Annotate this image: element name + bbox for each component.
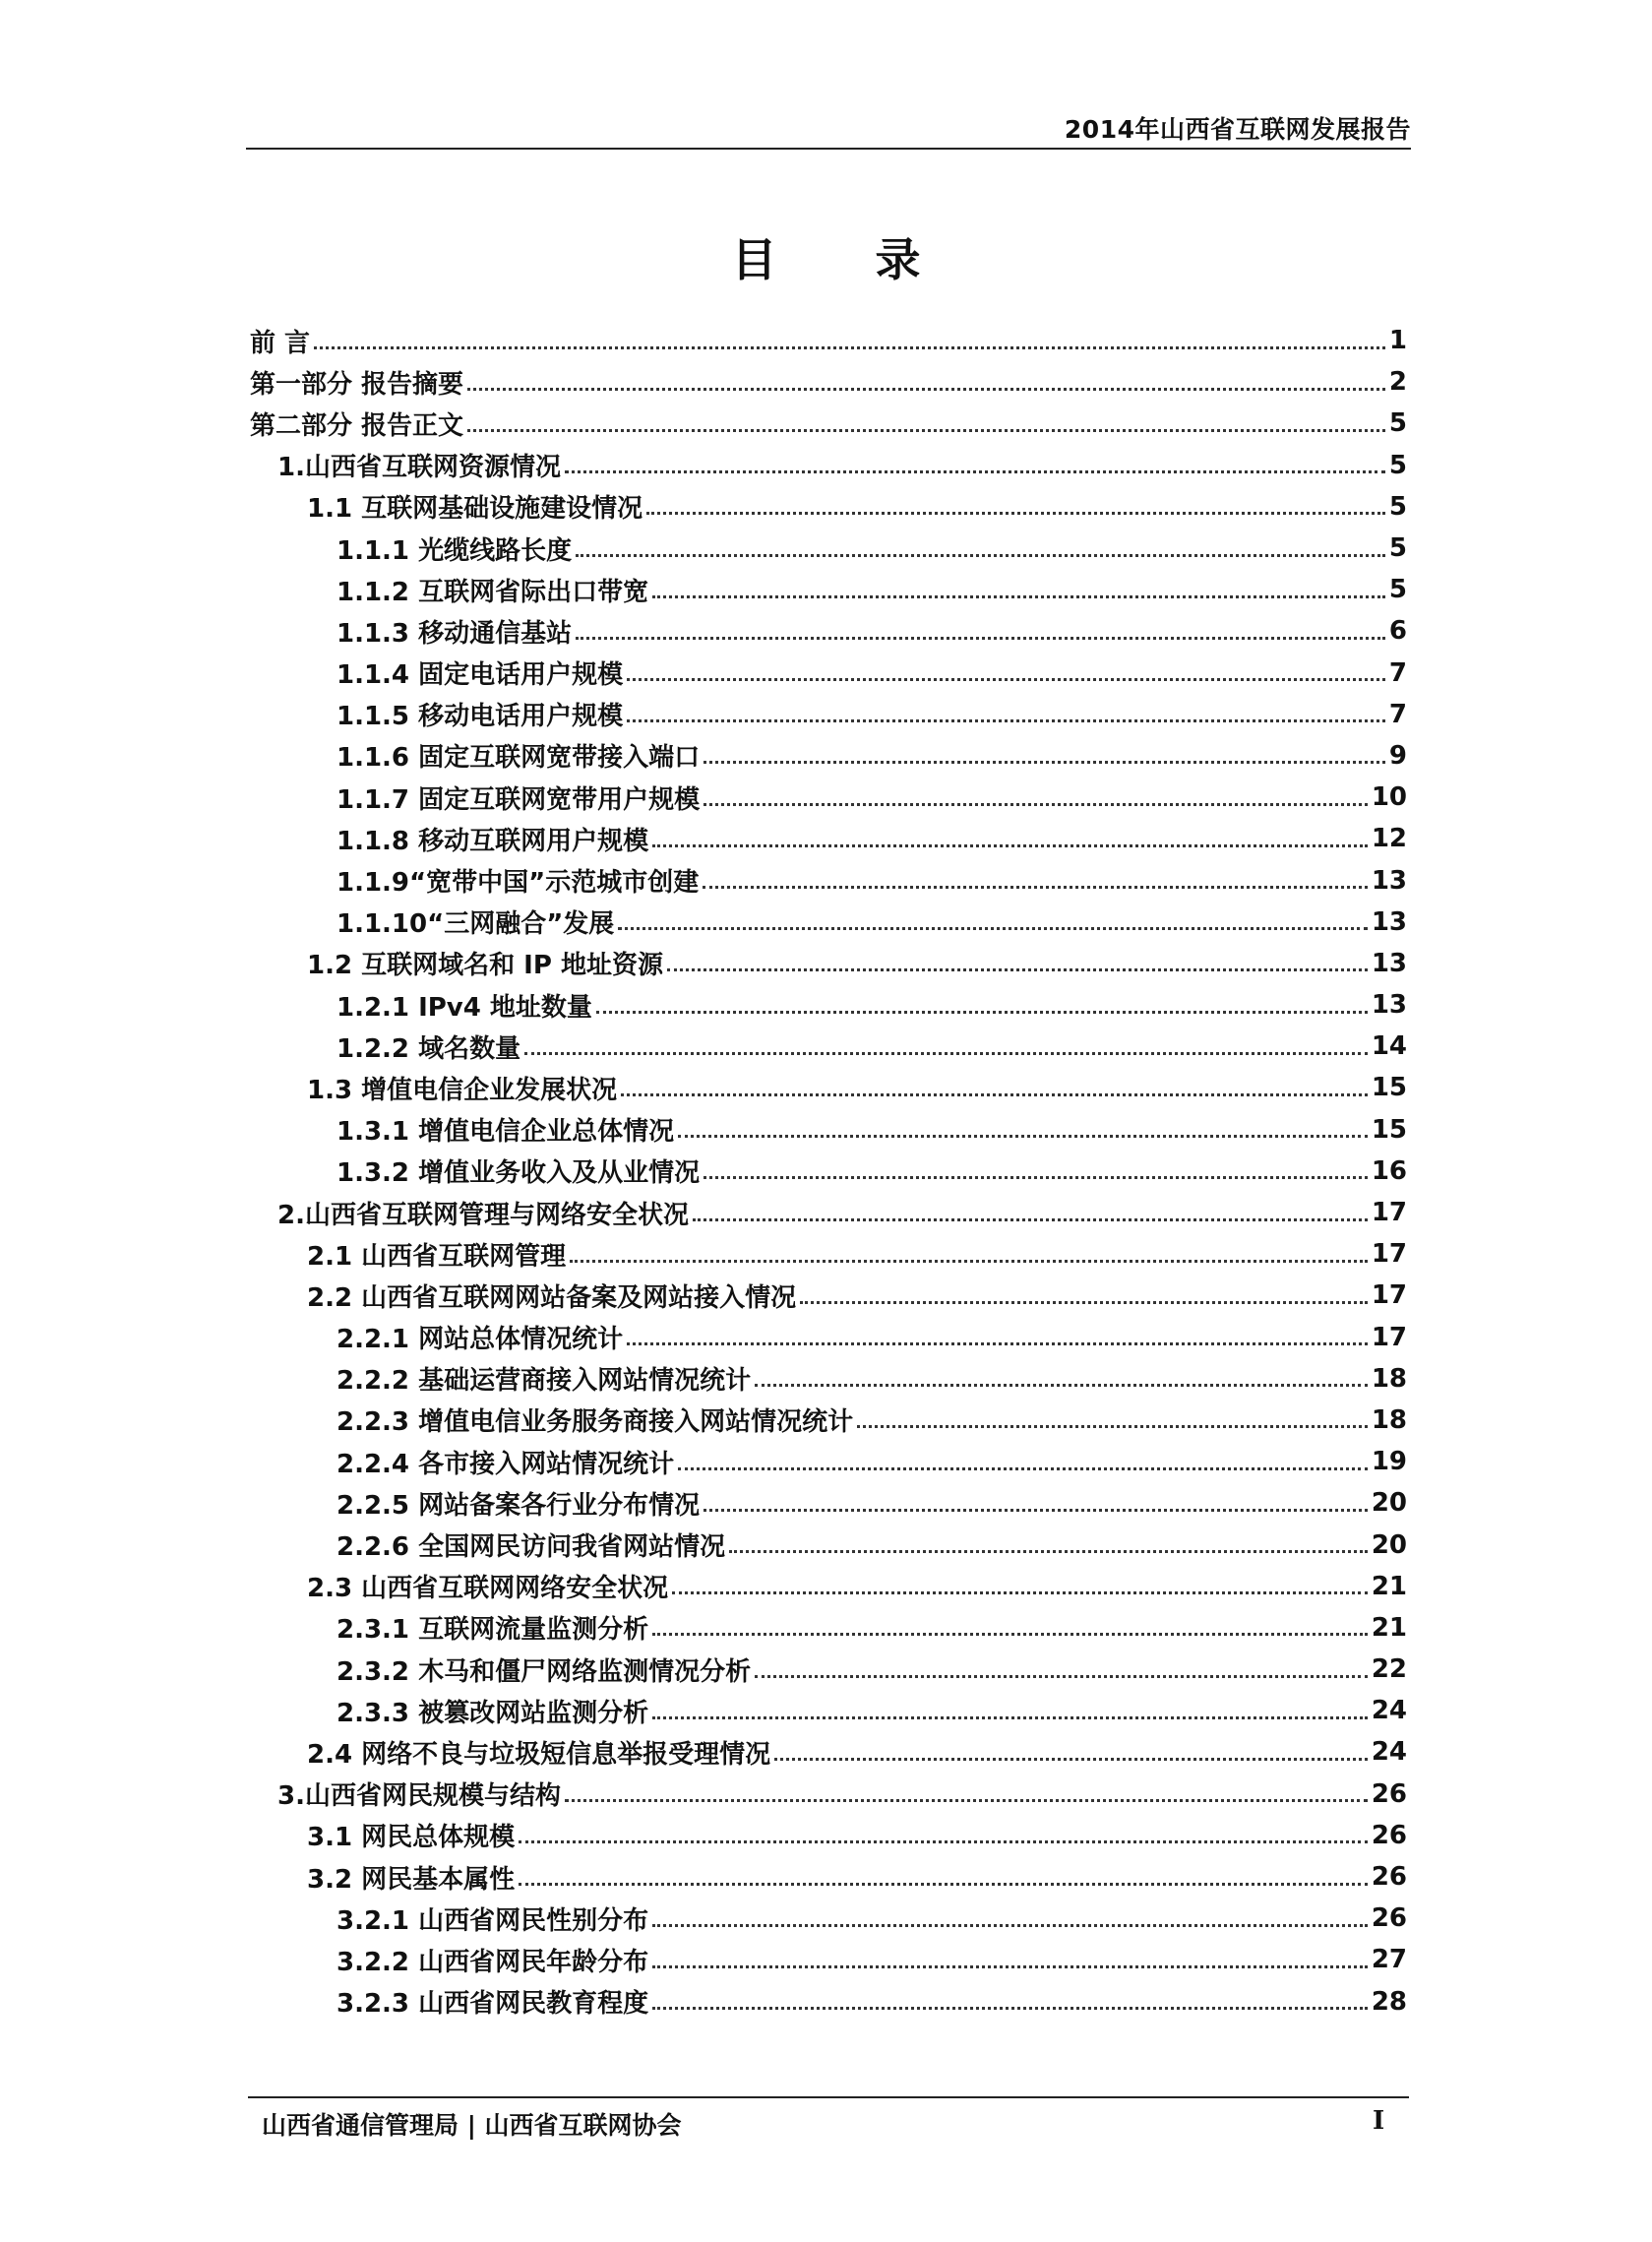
toc-entry-page: 22 — [1371, 1654, 1407, 1685]
toc-entry-label: 3.山西省网民规模与结构 — [277, 1781, 561, 1812]
toc-entry-page: 13 — [1371, 906, 1407, 937]
toc-entry[interactable] — [250, 1441, 1407, 1482]
toc-entry-label: 1.2 互联网域名和 IP 地址资源 — [307, 951, 663, 981]
toc-entry-label: 3.2.2 山西省网民年龄分布 — [337, 1947, 649, 1977]
toc-dot-leader — [314, 346, 1385, 349]
toc-dot-leader — [627, 719, 1385, 722]
toc-dot-leader — [565, 1799, 1368, 1802]
toc-entry-page: 17 — [1371, 1322, 1407, 1352]
toc-entry-label: 2.2 山西省互联网网站备案及网站接入情况 — [307, 1282, 797, 1313]
toc-dot-leader — [467, 429, 1385, 432]
toc-entry[interactable] — [250, 1774, 1407, 1815]
toc-entry[interactable] — [250, 1939, 1407, 1980]
toc-entry-label: 2.2.2 基础运营商接入网站情况统计 — [337, 1366, 752, 1397]
toc-dot-leader — [667, 968, 1368, 971]
toc-entry-label: 3.2.1 山西省网民性别分布 — [337, 1905, 649, 1936]
toc-entry[interactable] — [250, 1026, 1407, 1067]
toc-entry[interactable] — [250, 1898, 1407, 1939]
toc-dot-leader — [652, 1716, 1368, 1719]
toc-entry-label: 2.3 山西省互联网网络安全状况 — [307, 1574, 669, 1604]
toc-entry-label: 1.3.2 增值业务收入及从业情况 — [337, 1158, 701, 1189]
toc-title: 目录 — [731, 233, 1019, 286]
toc-entry[interactable] — [250, 528, 1407, 569]
toc-entry-page: 26 — [1371, 1778, 1407, 1809]
toc-entry[interactable] — [250, 1358, 1407, 1400]
toc-entry-label: 1.1.9“宽带中国”示范城市创建 — [337, 868, 700, 899]
running-header: 2014年山西省互联网发展报告 — [1064, 115, 1411, 144]
toc-entry-label: 1.1.3 移动通信基站 — [337, 618, 573, 649]
toc-entry-page: 5 — [1388, 408, 1407, 439]
toc-entry[interactable] — [250, 1317, 1407, 1358]
toc-entry-label: 1.1.7 固定互联网宽带用户规模 — [337, 784, 701, 815]
toc-dot-leader — [652, 2007, 1368, 2010]
toc-dot-leader — [652, 595, 1385, 598]
toc-entry-label: 1.3 增值电信企业发展状况 — [307, 1075, 618, 1105]
toc-dot-leader — [693, 1218, 1368, 1221]
toc-entry-label: 2.1 山西省互联网管理 — [307, 1241, 567, 1272]
toc-entry[interactable] — [250, 984, 1407, 1026]
toc-entry-page: 17 — [1371, 1198, 1407, 1228]
toc-entry-label: 1.3.1 增值电信企业总体情况 — [337, 1117, 675, 1148]
toc-entry-label: 1.山西省互联网资源情况 — [277, 453, 561, 483]
toc-entry-page: 1 — [1388, 326, 1407, 356]
toc-entry[interactable] — [250, 1607, 1407, 1649]
toc-entry-label: 1.1.2 互联网省际出口带宽 — [337, 577, 649, 607]
toc-entry-page: 7 — [1388, 699, 1407, 729]
toc-entry[interactable] — [250, 777, 1407, 818]
toc-entry[interactable] — [250, 1649, 1407, 1690]
toc-entry-page: 18 — [1371, 1404, 1407, 1435]
toc-entry-page: 27 — [1371, 1945, 1407, 1975]
toc-dot-leader — [800, 1301, 1368, 1304]
toc-entry-page: 20 — [1371, 1488, 1407, 1519]
toc-entry[interactable] — [250, 1067, 1407, 1108]
toc-entry-label: 1.1.4 固定电话用户规模 — [337, 660, 624, 691]
toc-entry-label: 2.2.3 增值电信业务服务商接入网站情况统计 — [337, 1407, 854, 1438]
toc-entry-page: 12 — [1371, 824, 1407, 854]
toc-entry-page: 17 — [1371, 1280, 1407, 1311]
toc-entry-label: 2.3.2 木马和僵尸网络监测情况分析 — [337, 1656, 752, 1687]
toc-entry-page: 20 — [1371, 1529, 1407, 1560]
toc-entry-page: 17 — [1371, 1239, 1407, 1270]
toc-entry-page: 15 — [1371, 1114, 1407, 1145]
toc-entry[interactable] — [250, 735, 1407, 777]
toc-entry-label: 1.1.10“三网融合”发展 — [337, 909, 615, 940]
toc-dot-leader — [576, 554, 1385, 557]
toc-entry-label: 3.1 网民总体规模 — [307, 1823, 516, 1853]
toc-dot-leader — [755, 1384, 1368, 1387]
toc-entry-label: 2.2.6 全国网民访问我省网站情况 — [337, 1532, 726, 1563]
toc-entry[interactable] — [250, 694, 1407, 735]
toc-entry-page: 26 — [1371, 1820, 1407, 1850]
toc-dot-leader — [672, 1591, 1368, 1594]
toc-dot-leader — [627, 1342, 1368, 1345]
toc-entry-label: 2.2.5 网站备案各行业分布情况 — [337, 1490, 701, 1521]
toc-entry[interactable] — [250, 1690, 1407, 1731]
toc-dot-leader — [857, 1425, 1368, 1428]
toc-dot-leader — [652, 1965, 1368, 1968]
toc-entry[interactable] — [250, 1151, 1407, 1192]
toc-entry-page: 10 — [1371, 782, 1407, 813]
toc-entry[interactable] — [250, 1400, 1407, 1441]
toc-entry[interactable] — [250, 1731, 1407, 1773]
toc-dot-leader — [678, 1135, 1368, 1138]
toc-entry[interactable] — [250, 1482, 1407, 1524]
toc-entry-page: 26 — [1371, 1862, 1407, 1893]
toc-entry[interactable] — [250, 1981, 1407, 2023]
toc-dot-leader — [652, 1633, 1368, 1636]
toc-dot-leader — [678, 1467, 1368, 1470]
toc-entry[interactable] — [250, 486, 1407, 528]
toc-entry-label: 1.1 互联网基础设施建设情况 — [307, 494, 643, 525]
toc-dot-leader — [755, 1675, 1368, 1678]
toc-entry-label: 前 言 — [250, 328, 311, 358]
toc-dot-leader — [774, 1758, 1368, 1761]
toc-dot-leader — [621, 1093, 1368, 1096]
toc-entry[interactable] — [250, 320, 1407, 361]
toc-dot-leader — [652, 1924, 1368, 1927]
toc-dot-leader — [596, 1011, 1368, 1014]
toc-entry-page: 19 — [1371, 1447, 1407, 1477]
toc-dot-leader — [729, 1550, 1368, 1553]
toc-entry-page: 18 — [1371, 1363, 1407, 1394]
toc-entry-page: 24 — [1371, 1737, 1407, 1768]
toc-entry-label: 第二部分 报告正文 — [250, 410, 464, 441]
toc-entry-page: 14 — [1371, 1031, 1407, 1062]
toc-entry-page: 13 — [1371, 865, 1407, 896]
toc-entry-page: 5 — [1388, 491, 1407, 522]
toc-entry-label: 1.1.8 移动互联网用户规模 — [337, 826, 649, 856]
toc-entry-page: 21 — [1371, 1612, 1407, 1643]
toc-dot-leader — [646, 512, 1385, 515]
toc-entry-page: 2 — [1388, 367, 1407, 398]
toc-entry-label: 2.3.1 互联网流量监测分析 — [337, 1615, 649, 1646]
toc-dot-leader — [704, 1509, 1368, 1512]
toc-entry[interactable] — [250, 445, 1407, 486]
toc-entry-page: 9 — [1388, 740, 1407, 771]
toc-entry[interactable] — [250, 943, 1407, 984]
toc-entry-label: 1.1.5 移动电话用户规模 — [337, 702, 624, 732]
toc-entry[interactable] — [250, 569, 1407, 610]
toc-entry[interactable] — [250, 610, 1407, 652]
toc-entry-page: 16 — [1371, 1155, 1407, 1186]
toc-entry-label: 2.2.4 各市接入网站情况统计 — [337, 1449, 675, 1479]
toc-dot-leader — [570, 1260, 1368, 1263]
toc-entry-label: 3.2 网民基本属性 — [307, 1864, 516, 1895]
toc-dot-leader — [704, 761, 1385, 764]
toc-dot-leader — [652, 844, 1368, 847]
toc-entry-page: 5 — [1388, 575, 1407, 605]
toc-entry-page: 13 — [1371, 948, 1407, 978]
footer-page-number: I — [1373, 2106, 1385, 2136]
toc-entry-page: 13 — [1371, 990, 1407, 1021]
toc-entry-label: 3.2.3 山西省网民教育程度 — [337, 1989, 649, 2020]
toc-dot-leader — [524, 1052, 1368, 1055]
toc-dot-leader — [704, 803, 1368, 806]
toc-dot-leader — [703, 886, 1368, 889]
toc-entry-page: 5 — [1388, 533, 1407, 564]
toc-dot-leader — [627, 678, 1385, 681]
toc-dot-leader — [704, 1176, 1368, 1179]
toc-entry-label: 2.2.1 网站总体情况统计 — [337, 1325, 624, 1355]
toc-entry[interactable] — [250, 1524, 1407, 1565]
toc-entry-label: 2.3.3 被篡改网站监测分析 — [337, 1698, 649, 1728]
toc-dot-leader — [519, 1883, 1368, 1886]
toc-dot-leader — [565, 470, 1385, 473]
toc-entry-page: 24 — [1371, 1696, 1407, 1726]
toc-entry-label: 第一部分 报告摘要 — [250, 369, 464, 400]
toc-entry[interactable] — [250, 1233, 1407, 1275]
toc-dot-leader — [618, 927, 1368, 930]
table-of-contents — [250, 320, 1407, 2023]
toc-entry[interactable] — [250, 1275, 1407, 1316]
toc-dot-leader — [467, 388, 1385, 391]
toc-entry[interactable] — [250, 859, 1407, 901]
toc-entry[interactable] — [250, 1192, 1407, 1233]
toc-entry-label: 1.1.1 光缆线路长度 — [337, 535, 573, 566]
header-rule — [246, 148, 1411, 150]
toc-entry-page: 21 — [1371, 1571, 1407, 1601]
toc-entry-page: 6 — [1388, 616, 1407, 647]
footer-rule — [248, 2096, 1409, 2098]
toc-entry[interactable] — [250, 653, 1407, 694]
toc-entry-label: 2.山西省互联网管理与网络安全状况 — [277, 1200, 689, 1230]
toc-entry[interactable] — [250, 1856, 1407, 1898]
toc-entry-page: 26 — [1371, 1903, 1407, 1934]
toc-entry-label: 2.4 网络不良与垃圾短信息举报受理情况 — [307, 1739, 771, 1770]
toc-dot-leader — [576, 637, 1385, 640]
toc-entry-label: 1.1.6 固定互联网宽带接入端口 — [337, 743, 701, 774]
toc-entry[interactable] — [250, 1109, 1407, 1151]
toc-entry-page: 7 — [1388, 657, 1407, 688]
toc-entry[interactable] — [250, 1566, 1407, 1607]
toc-entry[interactable] — [250, 818, 1407, 859]
toc-entry[interactable] — [250, 361, 1407, 403]
toc-entry-label: 1.2.1 IPv4 地址数量 — [337, 992, 592, 1023]
toc-dot-leader — [519, 1840, 1368, 1843]
toc-entry[interactable] — [250, 403, 1407, 444]
toc-entry-label: 1.2.2 域名数量 — [337, 1033, 521, 1064]
toc-entry-page: 15 — [1371, 1073, 1407, 1103]
toc-entry-page: 28 — [1371, 1986, 1407, 2017]
toc-entry[interactable] — [250, 1815, 1407, 1856]
footer-organizations: 山西省通信管理局 | 山西省互联网协会 — [262, 2111, 682, 2140]
toc-entry[interactable] — [250, 902, 1407, 943]
toc-entry-page: 5 — [1388, 450, 1407, 480]
